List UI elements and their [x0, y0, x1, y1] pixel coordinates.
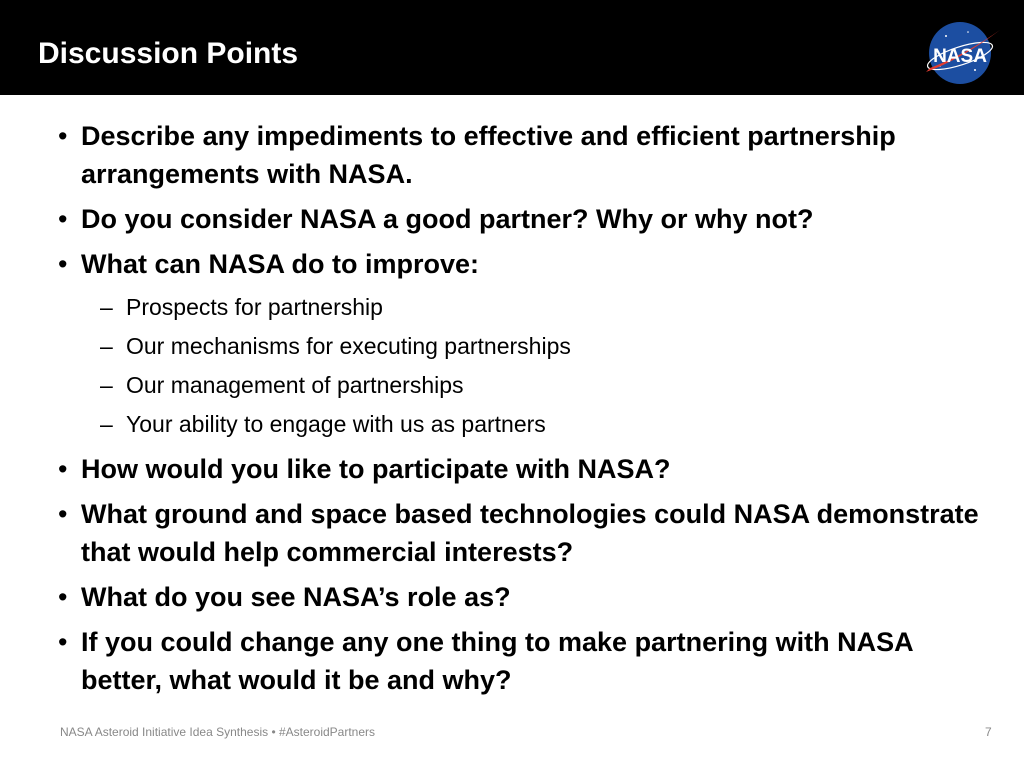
sub-bullet-item — [58, 288, 988, 327]
bullet-text: How would you like to participate with NASA? — [81, 454, 671, 484]
bullet-marker: • — [58, 249, 68, 279]
dash-marker: – — [100, 411, 113, 437]
bullet-text: Describe any impediments to effective and efficient partnership arrangements with NASA. — [81, 121, 896, 189]
bullet-item — [58, 200, 988, 238]
dash-marker: – — [100, 372, 113, 398]
bullet-marker: • — [58, 204, 68, 234]
dash-marker: – — [100, 333, 113, 359]
bullet-item — [58, 623, 988, 699]
sub-bullet-text: Our management of partnerships — [126, 372, 464, 398]
bullet-text: If you could change any one thing to make partnering with NASA better, what would it be and why? — [81, 627, 913, 695]
nasa-logo-icon — [920, 18, 1004, 88]
bullet-marker: • — [58, 499, 68, 529]
bullet-text: What can NASA do to improve: — [81, 249, 480, 279]
sub-bullet-text: Prospects for partnership — [126, 294, 383, 320]
footer-text: NASA Asteroid Initiative Idea Synthesis • #AsteroidPartners — [60, 725, 376, 739]
page-number: 7 — [985, 725, 992, 739]
bullet-marker: • — [58, 121, 68, 151]
bullet-marker: • — [58, 627, 68, 657]
bullet-list — [58, 117, 988, 706]
bullet-item — [58, 495, 988, 571]
sub-bullet-text: Your ability to engage with us as partners — [126, 411, 546, 437]
bullet-item — [58, 117, 988, 193]
bullet-item — [58, 245, 988, 283]
bullet-text: What ground and space based technologies could NASA demonstrate that would help commercial interests? — [81, 499, 979, 567]
sub-bullet-item — [58, 327, 988, 366]
bullet-marker: • — [58, 454, 68, 484]
sub-bullet-text: Our mechanisms for executing partnerships — [126, 333, 571, 359]
sub-bullet-item — [58, 405, 988, 444]
dash-marker: – — [100, 294, 113, 320]
sub-bullet-item — [58, 366, 988, 405]
bullet-item — [58, 450, 988, 488]
bullet-text: What do you see NASA’s role as? — [81, 582, 511, 612]
nasa-logo-text: NASA — [933, 46, 987, 67]
sub-bullet-list — [58, 288, 988, 444]
header-bar — [0, 0, 1024, 95]
bullet-text: Do you consider NASA a good partner? Why or why not? — [81, 204, 814, 234]
bullet-item — [58, 578, 988, 616]
bullet-marker: • — [58, 582, 68, 612]
slide-title: Discussion Points — [38, 37, 299, 70]
